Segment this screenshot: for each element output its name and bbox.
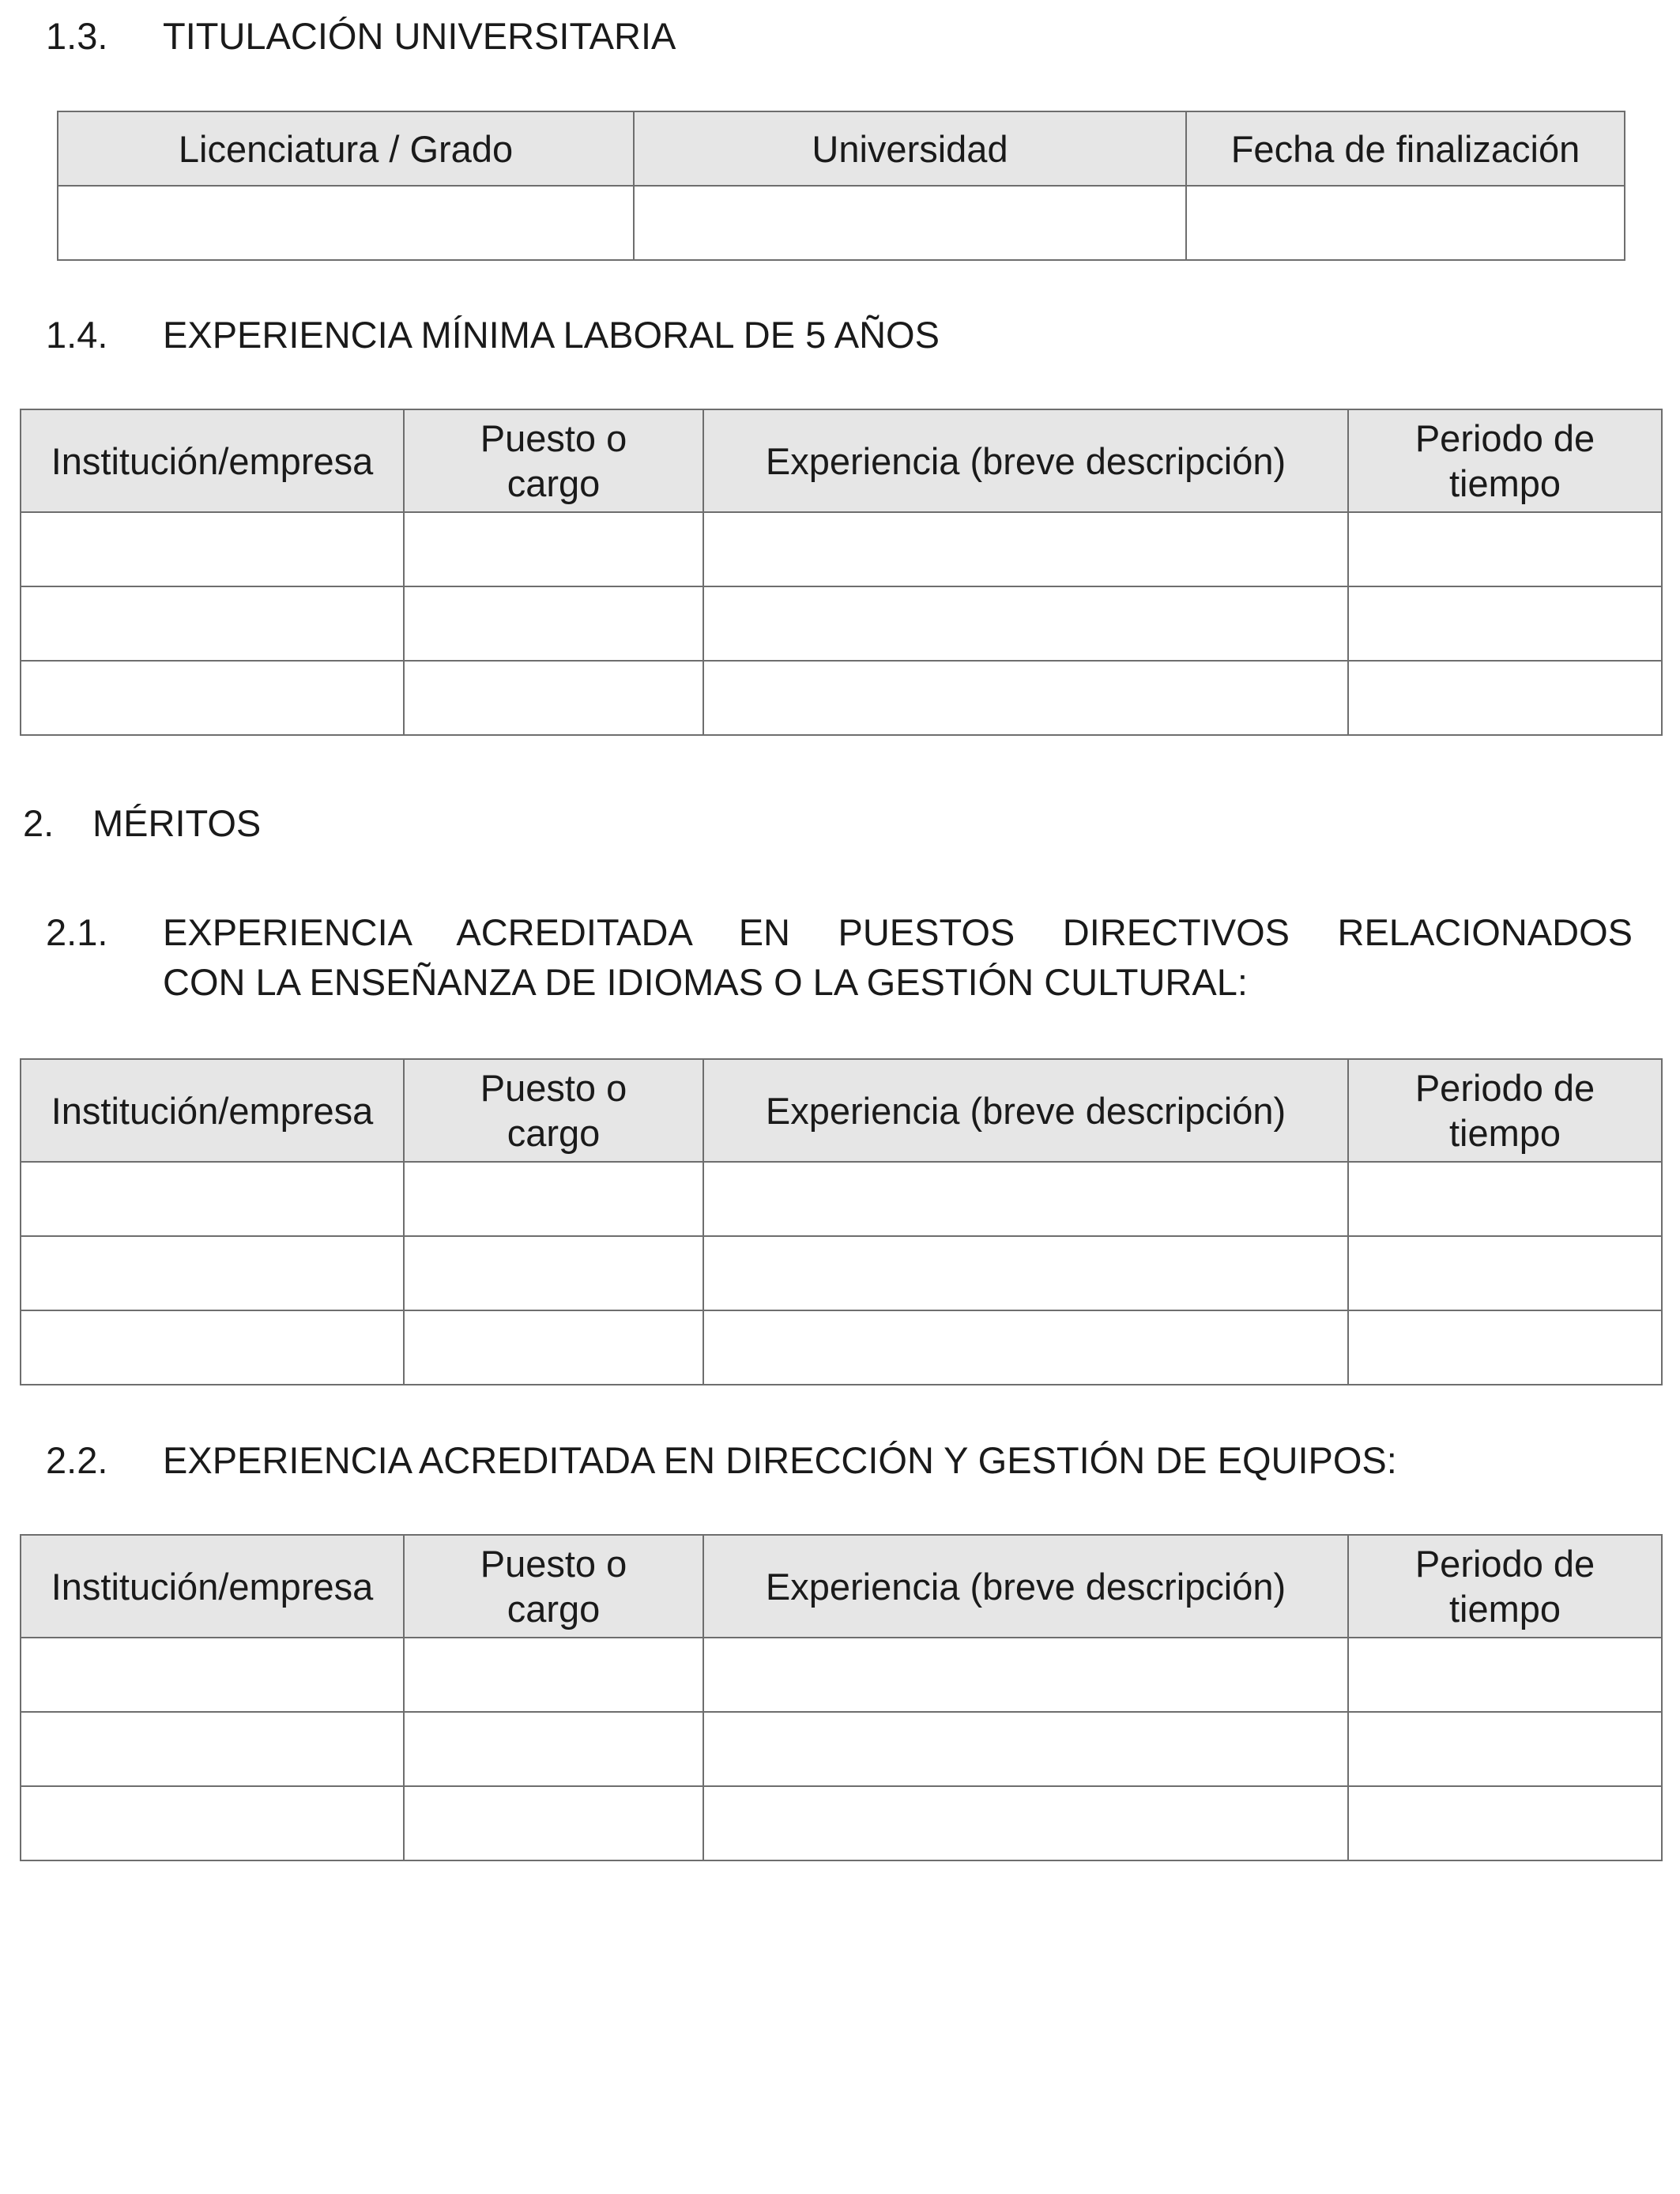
section-number: 2.1. xyxy=(46,911,108,953)
position-input[interactable] xyxy=(404,1310,703,1385)
section-heading-2-1 xyxy=(46,907,1633,1010)
institution-input[interactable] xyxy=(21,1638,404,1712)
position-input[interactable] xyxy=(404,1638,703,1712)
description-input[interactable] xyxy=(703,1162,1348,1236)
institution-input[interactable] xyxy=(21,1712,404,1786)
column-header-completion-date: Fecha de finalización xyxy=(1186,111,1625,186)
column-header-position: Puesto o cargo xyxy=(404,409,703,512)
column-header-period: Periodo de tiempo xyxy=(1348,409,1662,512)
description-input[interactable] xyxy=(703,1638,1348,1712)
column-header-period: Periodo de tiempo xyxy=(1348,1535,1662,1638)
completion-date-input[interactable] xyxy=(1186,186,1625,260)
period-input[interactable] xyxy=(1348,1712,1662,1786)
section-number: 1.4. xyxy=(46,314,108,356)
section-number: 2.2. xyxy=(46,1439,108,1481)
section-number: 1.3. xyxy=(46,15,108,57)
column-header-university: Universidad xyxy=(634,111,1186,186)
period-input[interactable] xyxy=(1348,512,1662,586)
degree-input[interactable] xyxy=(58,186,634,260)
minimum-experience-table xyxy=(20,409,1663,736)
position-input[interactable] xyxy=(404,1236,703,1310)
position-input[interactable] xyxy=(404,661,703,735)
table-row xyxy=(21,586,1662,661)
column-header-description: Experiencia (breve descripción) xyxy=(703,1059,1348,1162)
position-input[interactable] xyxy=(404,1712,703,1786)
section-title: EXPERIENCIA MÍNIMA LABORAL DE 5 AÑOS xyxy=(163,314,940,356)
column-header-institution: Institución/empresa xyxy=(21,1059,404,1162)
table-row xyxy=(21,1786,1662,1860)
period-input[interactable] xyxy=(1348,661,1662,735)
position-input[interactable] xyxy=(404,1786,703,1860)
institution-input[interactable] xyxy=(21,1310,404,1385)
section-title-line-2: CON LA ENSEÑANZA DE IDIOMAS O LA GESTIÓN CULTURAL: xyxy=(163,961,1248,1003)
university-input[interactable] xyxy=(634,186,1186,260)
description-input[interactable] xyxy=(703,1786,1348,1860)
table-row xyxy=(21,1712,1662,1786)
column-header-institution: Institución/empresa xyxy=(21,409,404,512)
management-experience-table xyxy=(20,1058,1663,1385)
institution-input[interactable] xyxy=(21,1236,404,1310)
period-input[interactable] xyxy=(1348,586,1662,661)
section-title-line-1: EXPERIENCIA ACREDITADA EN PUESTOS DIRECTIVOS RELACIONADOS xyxy=(163,911,1633,953)
column-header-description: Experiencia (breve descripción) xyxy=(703,409,1348,512)
period-input[interactable] xyxy=(1348,1236,1662,1310)
institution-input[interactable] xyxy=(21,1786,404,1860)
section-title: EXPERIENCIA ACREDITADA EN DIRECCIÓN Y GESTIÓN DE EQUIPOS: xyxy=(163,1439,1397,1481)
table-row xyxy=(21,1310,1662,1385)
description-input[interactable] xyxy=(703,661,1348,735)
table-row xyxy=(21,512,1662,586)
description-input[interactable] xyxy=(703,586,1348,661)
table-row xyxy=(21,661,1662,735)
institution-input[interactable] xyxy=(21,1162,404,1236)
position-input[interactable] xyxy=(404,512,703,586)
period-input[interactable] xyxy=(1348,1638,1662,1712)
table-row xyxy=(21,1236,1662,1310)
column-header-institution: Institución/empresa xyxy=(21,1535,404,1638)
period-input[interactable] xyxy=(1348,1162,1662,1236)
table-row xyxy=(21,1162,1662,1236)
position-input[interactable] xyxy=(404,586,703,661)
team-management-table xyxy=(20,1534,1663,1861)
column-header-position: Puesto o cargo xyxy=(404,1059,703,1162)
column-header-period: Periodo de tiempo xyxy=(1348,1059,1662,1162)
column-header-position: Puesto o cargo xyxy=(404,1535,703,1638)
column-header-degree: Licenciatura / Grado xyxy=(58,111,634,186)
institution-input[interactable] xyxy=(21,512,404,586)
section-title: MÉRITOS xyxy=(92,802,262,844)
institution-input[interactable] xyxy=(21,586,404,661)
table-row xyxy=(21,1638,1662,1712)
section-title: TITULACIÓN UNIVERSITARIA xyxy=(163,15,676,57)
description-input[interactable] xyxy=(703,1712,1348,1786)
institution-input[interactable] xyxy=(21,661,404,735)
column-header-description: Experiencia (breve descripción) xyxy=(703,1535,1348,1638)
period-input[interactable] xyxy=(1348,1310,1662,1385)
section-number: 2. xyxy=(23,802,55,844)
period-input[interactable] xyxy=(1348,1786,1662,1860)
degree-table xyxy=(57,111,1625,261)
description-input[interactable] xyxy=(703,512,1348,586)
description-input[interactable] xyxy=(703,1236,1348,1310)
position-input[interactable] xyxy=(404,1162,703,1236)
description-input[interactable] xyxy=(703,1310,1348,1385)
